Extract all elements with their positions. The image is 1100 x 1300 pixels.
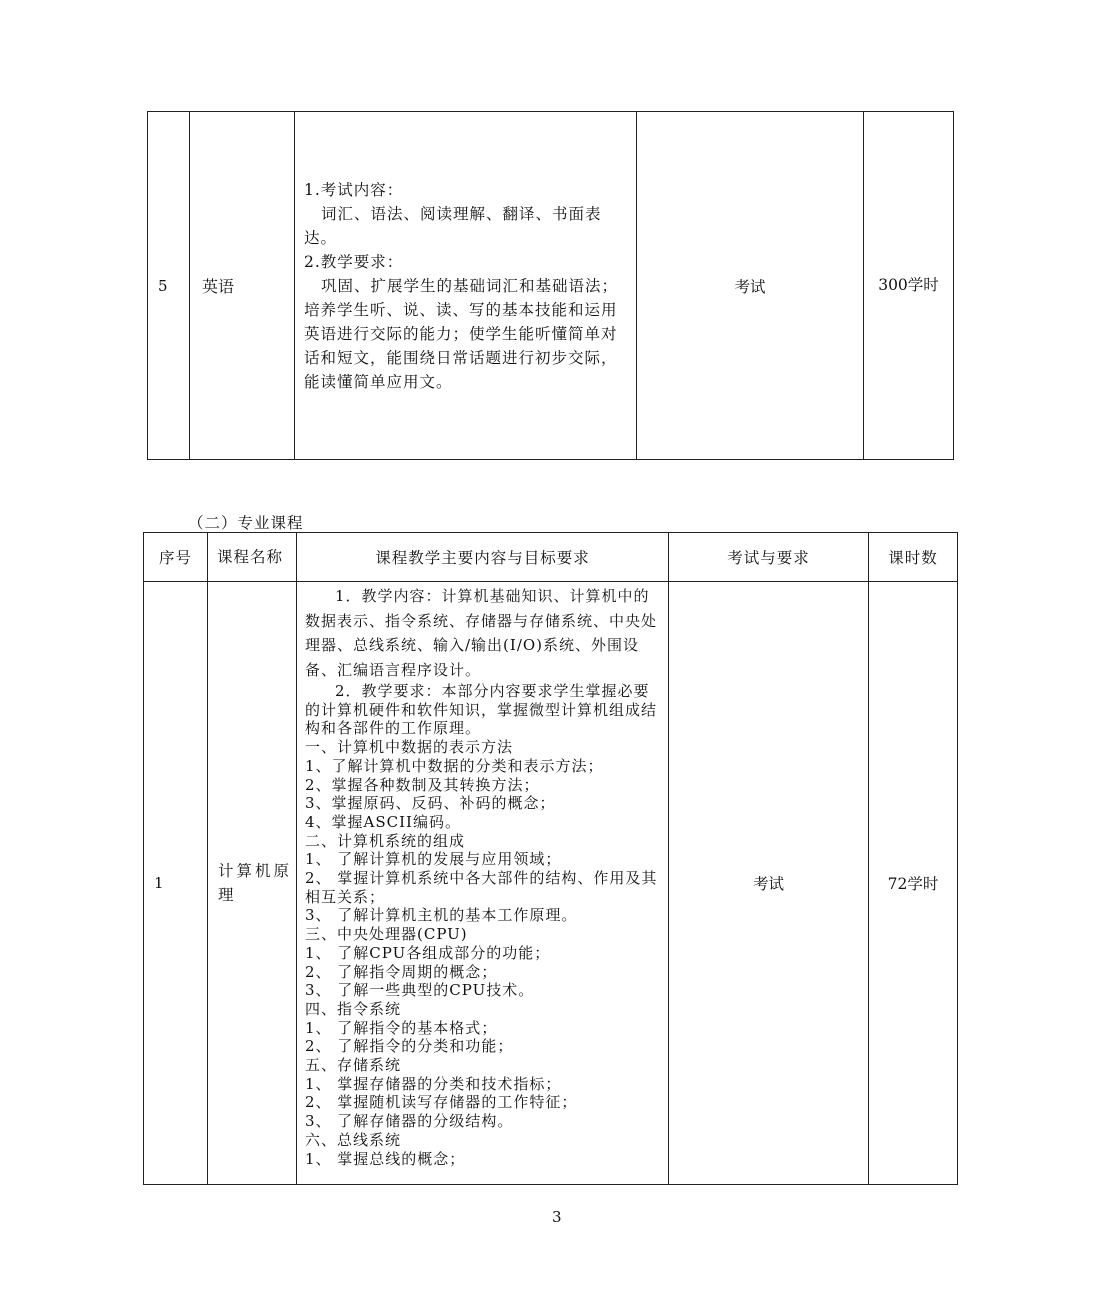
course-name: 英语 [190,112,295,460]
table-header-row [144,533,958,582]
course-name: 计算机原理 [208,582,297,1185]
content-text: 词汇、语法、阅读理解、翻译、书面表达。 [304,204,602,247]
list-item: 1、 了解指令的基本格式； [305,1018,498,1037]
header-exam: 考试与要求 [669,533,869,582]
course-table-public [147,111,954,460]
content-list [305,738,662,1168]
header-content: 课程教学主要内容与目标要求 [297,533,669,582]
course-number: 5 [148,112,190,460]
content-heading: 1.考试内容： [304,180,404,199]
list-item: 二、计算机系统的组成 [305,831,466,850]
table-row [144,582,958,1185]
course-table-professional [143,532,958,1185]
table-row [148,112,954,460]
teaching-content: 1．教学内容：计算机基础知识、计算机中的数据表示、指令系统、存储器与存储系统、中央处理器、总线系统、输入/输出(I/O)系统、外围设备、汇编语言程序设计。 [305,587,658,679]
exam-requirement: 考试 [637,112,864,460]
list-item: 2、 掌握计算机系统中各大部件的结构、作用及其相互关系； [305,869,658,906]
list-item: 1、 掌握总线的概念； [305,1149,466,1168]
list-item: 1、 了解CPU各组成部分的功能； [305,943,551,962]
list-item: 1、了解计算机中数据的分类和表示方法； [305,756,604,775]
section-title: （二）专业课程 [188,514,304,532]
requirement-text: 巩固、扩展学生的基础词汇和基础语法；培养学生听、说、读、写的基本技能和运用英语进行交际的能力；使学生能听懂简单对话和短文，能围绕日常话题进行初步交际，能读懂简单应用文。 [304,276,619,391]
requirement-heading: 2.教学要求： [304,252,404,271]
list-item: 五、存储系统 [305,1056,402,1075]
page-number: 3 [552,1208,562,1226]
exam-requirement: 考试 [669,582,869,1185]
list-item: 3、 了解一些典型的CPU技术。 [305,981,535,1000]
course-content [297,582,669,1185]
header-course-name: 课程名称 [208,533,297,582]
list-item: 2、 掌握随机读写存储器的工作特征； [305,1093,578,1112]
list-item: 4、掌握ASCII编码。 [305,812,461,831]
list-item: 2、 了解指令周期的概念； [305,962,498,981]
header-number: 序号 [144,533,208,582]
list-item: 一、计算机中数据的表示方法 [305,738,514,757]
list-item: 1、 掌握存储器的分类和技术指标； [305,1074,562,1093]
list-item: 三、中央处理器(CPU) [305,925,468,944]
list-item: 2、 了解指令的分类和功能； [305,1037,514,1056]
course-content [295,112,637,460]
course-hours: 300学时 [864,112,954,460]
list-item: 四、指令系统 [305,999,402,1018]
teaching-requirement: 2．教学要求：本部分内容要求学生掌握必要的计算机硬件和软件知识，掌握微型计算机组成结构和各部件的工作原理。 [305,682,658,738]
list-item: 六、总线系统 [305,1130,402,1149]
header-hours: 课时数 [869,533,958,582]
list-item: 3、掌握原码、反码、补码的概念； [305,794,556,813]
list-item: 3、 了解存储器的分级结构。 [305,1112,514,1131]
course-number: 1 [144,582,208,1185]
list-item: 3、 了解计算机主机的基本工作原理。 [305,906,578,925]
list-item: 1、 了解计算机的发展与应用领域； [305,850,562,869]
list-item: 2、掌握各种数制及其转换方法； [305,775,540,794]
course-hours: 72学时 [869,582,958,1185]
